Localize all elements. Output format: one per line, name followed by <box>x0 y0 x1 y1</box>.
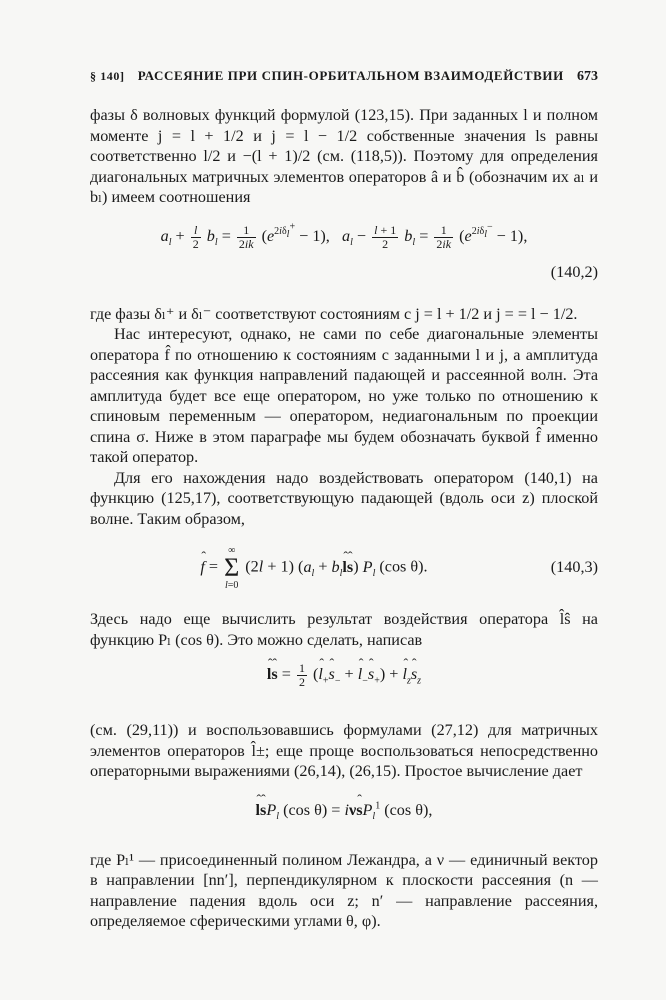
equation-140-3-body: ˆ f = ∞ Σ l=0 (2l + 1) ($a_l$ + $b_lˆ$ lˆ s) $P_l$ (cos θ). <box>90 545 598 591</box>
running-header <box>90 68 598 91</box>
paragraph-1: фазы δ волновых функций формулой (123,15). При заданных l и полном моменте j = l + 1/2 и j = l − 1/2 собственные значения ls равны соответственно l/2 и −(l + 1)/2 (см. (118,5)). Поэтому для определения диагональных матричных элементов операторов â и b̂ (обозначим их aₗ и bₗ) имеем соотношения <box>90 106 598 206</box>
equation-number: (140,3) <box>550 558 598 576</box>
equation-ls-p <box>90 800 598 836</box>
paragraph-2: где фазы δₗ⁺ и δₗ⁻ соответствуют состояниям с j = l + 1/2 и j = = l − 1/2. <box>90 304 578 323</box>
equation-140-3 <box>90 545 598 595</box>
paragraph-3: Нас интересуют, однако, не сами по себе диагональные элементы оператора f̂ по отношению к состояниям с заданными l и j, а амплитуда рассеяния как функция направлений падающей и рассеянной волн. Эта амплитуда будет все еще оператором, но уже только по отношению к спиновым переменным — оператором, недиагональным по проекции спина σ. Ниже в этом параграфе мы будем обозначать буквой f̂ именно такой оператор. <box>90 325 598 466</box>
equation-ls-p-body: ˆ lˆ $sP_l$ (cos θ) = iνˆ $sP_l^1$ (cos θ), <box>90 800 598 820</box>
paragraph-6: (см. (29,11)) и воспользовавшись формулами (27,12) для матричных элементов операторов l̂±; еще проще воспользоваться непосредственно операторными выражениями (26,14), (26,15). Простое вычисление дает <box>90 721 598 780</box>
equation-140-2 <box>90 224 598 294</box>
equation-140-2-body: $a_l$ + $\frac{l}{2}$ $b_l$ = $\frac{1}{2ik}$ $(e^{2i\delta_l^+} - 1)$, $a_l$ − $\frac{l + 1}{2}$ $b_l$ = $\frac{1}{2ik}$ $(e^{2i\delta_l^-} - 1)$, <box>160 222 528 251</box>
section-ref: § 140] <box>90 69 125 83</box>
paragraph-4: Для его нахождения надо воздействовать оператором (140,1) на функцию (125,17), соответствующую падающей (вдоль оси z) плоской волне. Таким образом, <box>90 468 598 528</box>
paragraph-5: Здесь надо еще вычислить результат воздействия оператора l̂ŝ на функцию Pₗ (cos θ). Это можно сделать, написав <box>90 610 598 649</box>
equation-ls-body: ˆ lˆ s = $\frac{1}{2}$ (ˆ $l_+ˆ$ $s_-$ + ˆ $l_-ˆ$ $s_+$) + ˆ $l_zˆ$ $s_z$ <box>90 662 598 689</box>
book-page <box>90 68 598 932</box>
running-title: РАССЕЯНИЕ ПРИ СПИН-ОРБИТАЛЬНОМ ВЗАИМОДЕЙСТВИИ <box>137 68 564 83</box>
equation-ls <box>90 662 598 702</box>
equation-number: (140,2) <box>550 262 598 281</box>
page-number: 673 <box>577 69 598 84</box>
paragraph-7: где Pₗ¹ — присоединенный полином Лежандра, а ν — единичный вектор в направлении [nn′], перпендикулярном к плоскости рассеяния (n — направление падения вдоль оси z; n′ — направление рассеяния, определяемое сферическими углами θ, φ). <box>90 850 598 930</box>
